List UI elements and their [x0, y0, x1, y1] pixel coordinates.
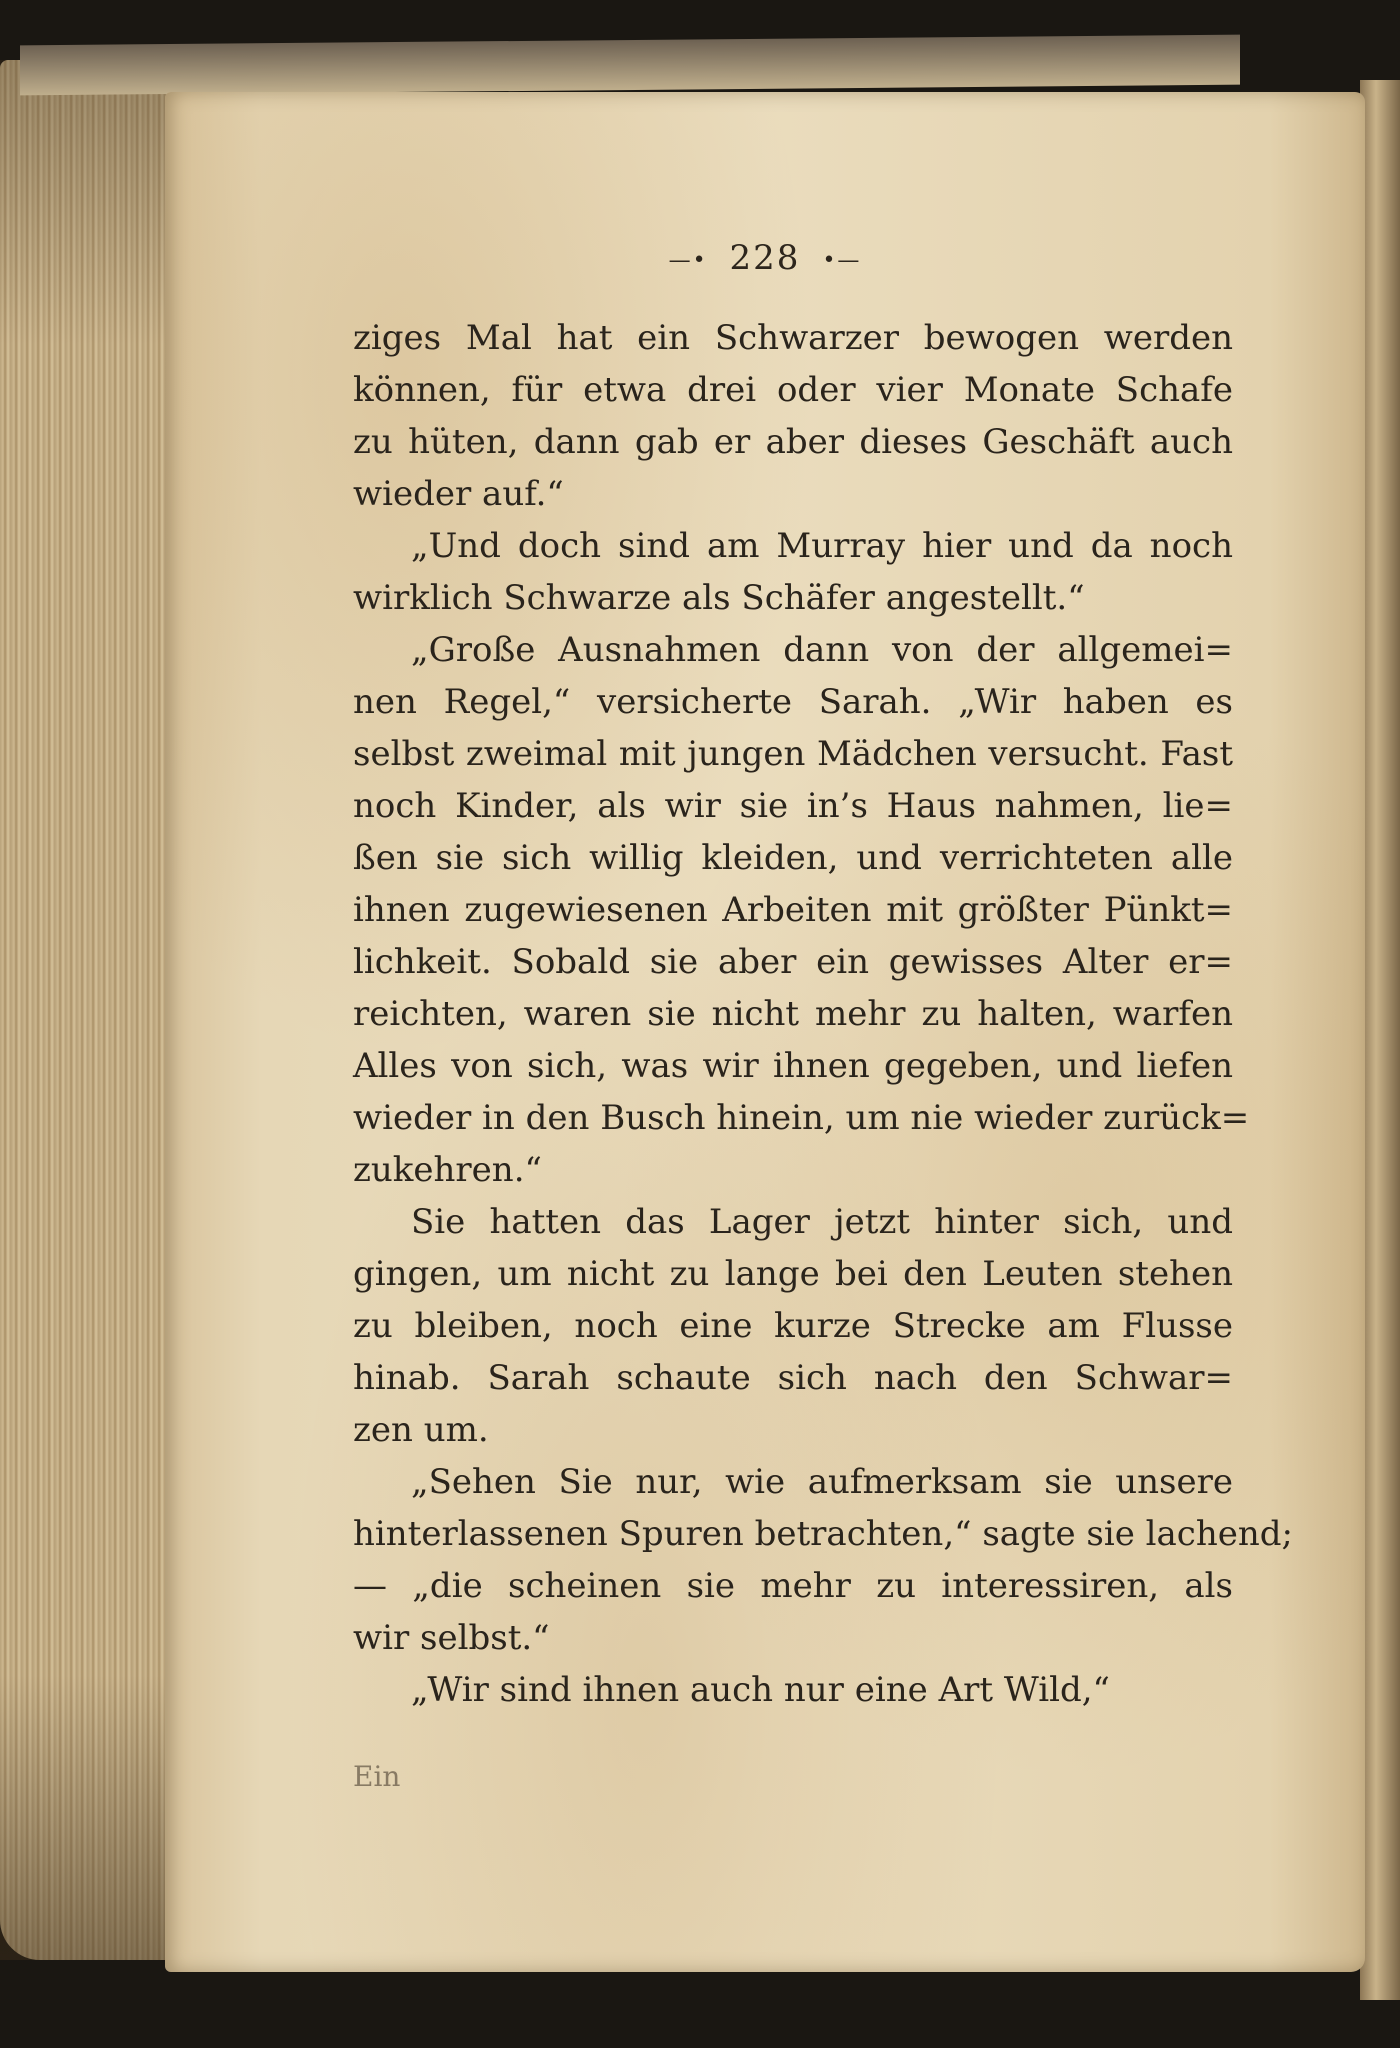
text-line: „Wir sind ihnen auch nur eine Art Wild,“ [411, 1670, 1110, 1710]
body-text [353, 312, 1293, 1716]
text-line: wirklich Schwarze als Schäfer angestellt.“ [353, 578, 1085, 618]
text-line: zukehren.“ [353, 1150, 542, 1190]
text-line: wir selbst.“ [353, 1618, 550, 1658]
text-line: noch Kinder, als wir sie in’s Haus nahmen, lie= [353, 786, 1233, 826]
page-header [165, 238, 1365, 278]
text-line: hinterlassenen Spuren betrachten,“ sagte sie lachend; [353, 1514, 1293, 1554]
page-number: 228 [729, 238, 801, 278]
text-line: „Große Ausnahmen dann von der allgemei= [411, 630, 1233, 670]
ornament-left: —• [668, 247, 708, 273]
text-line: wieder auf.“ [353, 474, 564, 514]
text-line: „Sehen Sie nur, wie aufmerksam sie unsere [411, 1462, 1233, 1502]
book-top-edge [20, 35, 1240, 96]
text-line: ziges Mal hat ein Schwarzer bewogen werden [353, 318, 1233, 358]
text-line: „Und doch sind am Murray hier und da noch [411, 526, 1233, 566]
book-page [165, 92, 1365, 1972]
text-line: reichten, waren sie nicht mehr zu halten, warfen [353, 994, 1233, 1034]
text-line: zu hüten, dann gab er aber dieses Geschäft auch [353, 422, 1233, 462]
facing-page-edge [1360, 80, 1400, 2000]
text-line: hinab. Sarah schaute sich nach den Schwar= [353, 1358, 1233, 1398]
text-line: nen Regel,“ versicherte Sarah. „Wir haben es [353, 682, 1233, 722]
book-fore-edge [0, 60, 190, 1960]
text-line: können, für etwa drei oder vier Monate Schafe [353, 370, 1233, 410]
text-line: zu bleiben, noch eine kurze Strecke am Flusse [353, 1306, 1233, 1346]
ornament-right: •— [822, 247, 862, 273]
text-line: selbst zweimal mit jungen Mädchen versucht. Fast [353, 734, 1233, 774]
text-line: zen um. [353, 1410, 489, 1450]
text-line: ihnen zugewiesenen Arbeiten mit größter Pünkt= [353, 890, 1233, 930]
margin-mark: Ein [353, 1760, 401, 1793]
text-line: — „die scheinen sie mehr zu interessiren, als [353, 1566, 1233, 1606]
text-line: lichkeit. Sobald sie aber ein gewisses Alter er= [353, 942, 1233, 982]
text-line: gingen, um nicht zu lange bei den Leuten stehen [353, 1254, 1233, 1294]
text-line: Alles von sich, was wir ihnen gegeben, und liefen [353, 1046, 1233, 1086]
text-line: wieder in den Busch hinein, um nie wieder zurück= [353, 1098, 1250, 1138]
text-line: ßen sie sich willig kleiden, und verrichteten alle [353, 838, 1233, 878]
text-line: Sie hatten das Lager jetzt hinter sich, und [411, 1202, 1233, 1242]
